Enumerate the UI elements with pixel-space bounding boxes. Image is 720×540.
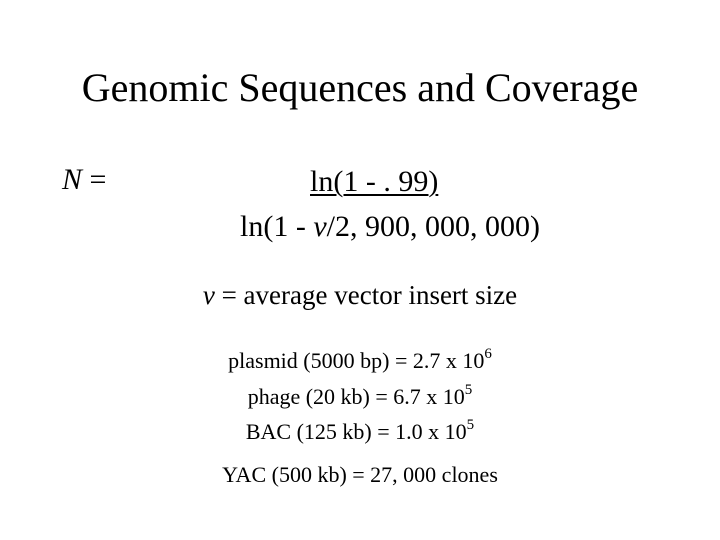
coverage-item-text: phage (20 kb) = 6.7 x 10 (247, 384, 465, 409)
coverage-item-phage (0, 381, 720, 410)
coverage-item-text: plasmid (5000 bp) = 2.7 x 10 (228, 348, 485, 373)
formula-lhs-eq: = (89, 163, 107, 196)
formula-numerator: ln(1 - . 99) (310, 165, 439, 198)
coverage-item-text: BAC (125 kb) = 1.0 x 10 (245, 419, 467, 444)
formula-lhs (62, 162, 106, 198)
coverage-item-exponent: 6 (484, 345, 492, 362)
vector-def-text: = average vector insert size (214, 280, 518, 310)
slide-title: Genomic Sequences and Coverage (81, 65, 639, 110)
vector-definition (0, 278, 720, 312)
vector-def-var: v (202, 280, 215, 310)
coverage-item-bac (0, 416, 720, 445)
formula-denominator-var: v (313, 210, 327, 243)
coverage-item-yac: YAC (500 kb) = 27, 000 clones (222, 462, 498, 487)
formula-denominator (240, 209, 540, 245)
coverage-item-plasmid (0, 345, 720, 374)
coverage-item-exponent: 5 (464, 381, 473, 398)
formula-denominator-suffix: /2, 900, 000, 000) (326, 210, 540, 243)
coverage-item-exponent: 5 (466, 416, 475, 433)
formula-lhs-var: N (62, 163, 83, 196)
formula-denominator-prefix: ln(1 - (240, 210, 314, 243)
